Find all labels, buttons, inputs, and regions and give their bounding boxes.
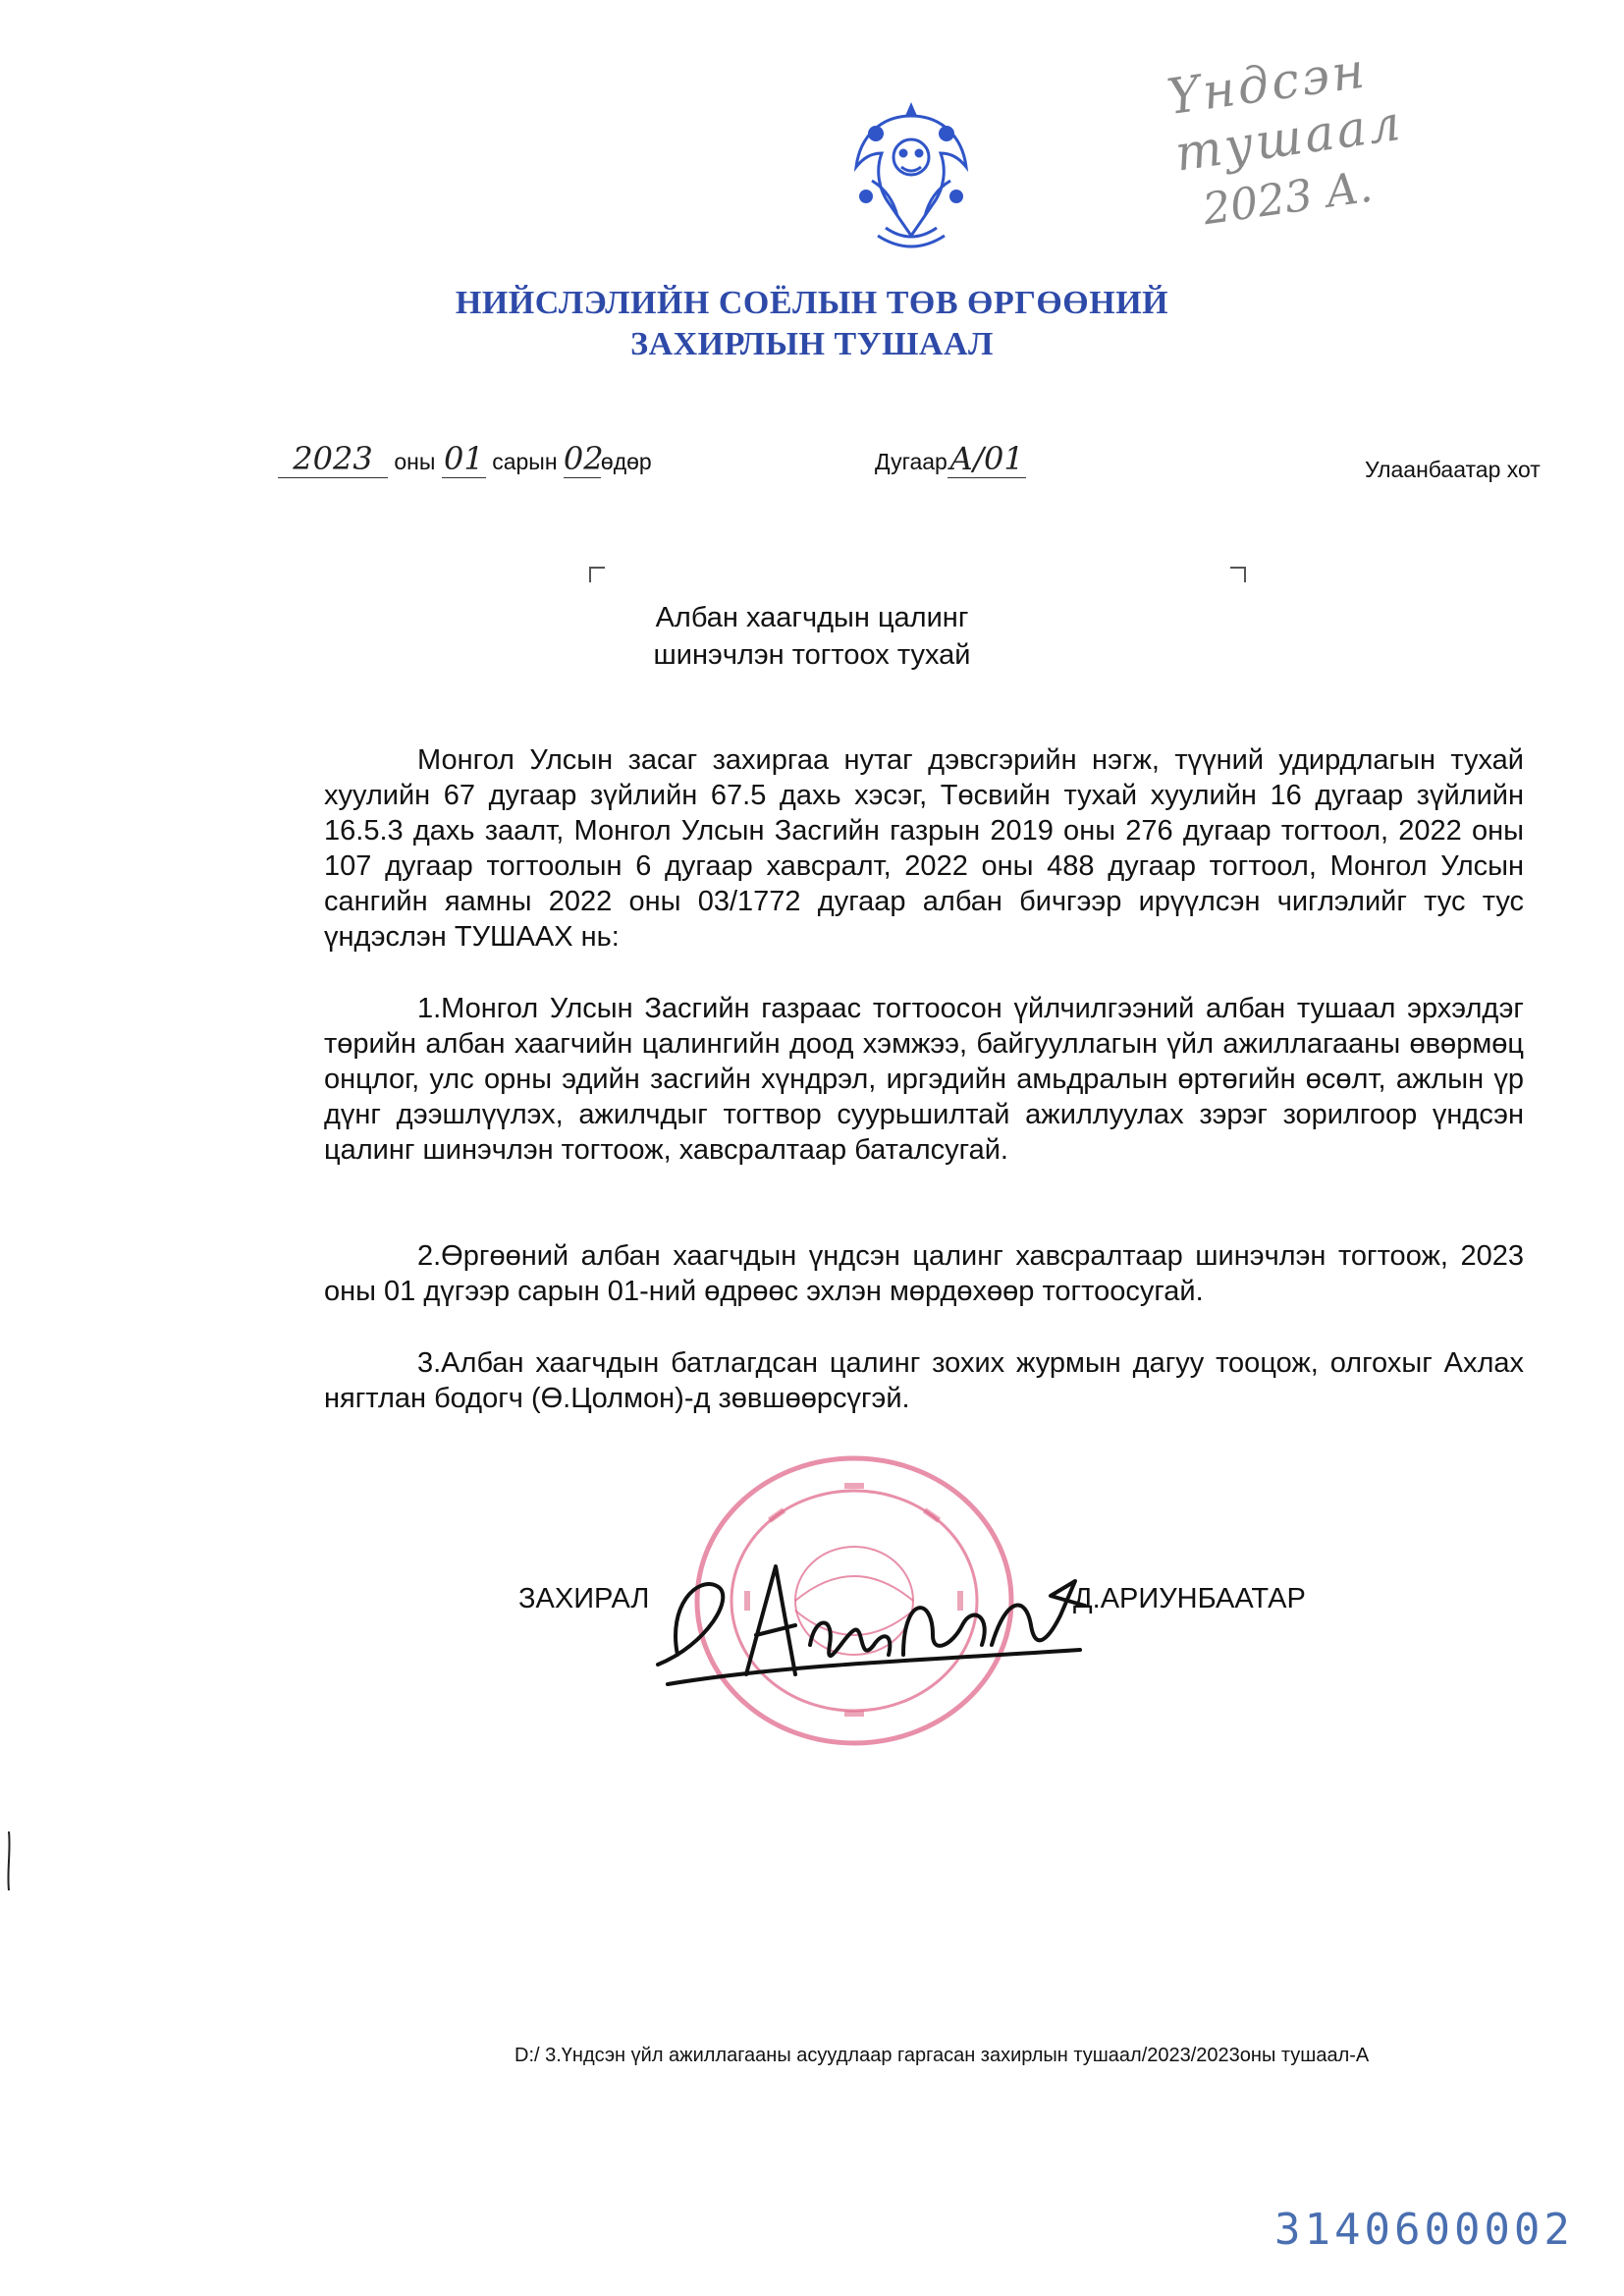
paragraph-item-3-text: 3.Албан хаагчдын батлагдсан цалинг зохих журмын дагуу тооцож, олгохыг Ахлах нягтлан бодогч (Ө.Цолмон)-д зөвшөөрсүгэй. — [324, 1347, 1524, 1414]
paragraph-item-3 — [324, 1345, 1524, 1416]
signatory-title: ЗАХИРАЛ — [518, 1583, 650, 1614]
date-year: 2023 — [278, 440, 388, 478]
date-year-suffix: оны — [394, 449, 436, 474]
footer-file-path: D:/ 3.Үндсэн үйл ажиллагааны асуудлаар гаргасан захирлын тушаал/2023/2023оны тушаал-А — [514, 2045, 1370, 2066]
date-day: 02 — [563, 440, 604, 477]
org-title-line1: НИЙСЛЭЛИЙН СОЁЛЫН ТӨВ ӨРГӨӨНИЙ — [455, 285, 1169, 321]
city: Улаанбаатар хот — [1365, 457, 1541, 482]
handwritten-note-line1: Үндсэн тушаал — [1164, 41, 1407, 183]
corner-mark-right — [1230, 567, 1246, 582]
serial-number: 3140600002 — [1274, 2205, 1574, 2255]
margin-mark — [6, 1831, 12, 1890]
paragraph-item-1-text: 1.Монгол Улсын Засгийн газраас тогтоосон үйлчилгээний албан тушаал эрхэлдэг төрийн албан хаагчийн цалингийн доод хэмжээ, байгууллагын үйл ажиллагааны өвөрмөц онцлог, улс орны эдийн засгийн хүндрэл, иргэдийн амьдралын өртөгийн өсөлт, ажлын үр дүнг дээшлүүлэх, ажилчдыг тогтвор суурьшилтай ажиллуулах зэрэг зорилгоор үндсэн цалинг шинэчлэн тогтоож, хавсралтаар баталсугай. — [324, 993, 1524, 1166]
paragraph-item-1 — [324, 991, 1524, 1168]
date-field — [278, 440, 652, 478]
document-number-value: А/01 — [947, 440, 1026, 478]
corner-mark-left — [589, 567, 605, 582]
subject-line2: шинэчлэн тогтоох тухай — [653, 639, 971, 671]
subject-line1: Албан хаагчдын цалинг — [655, 602, 969, 633]
paragraph-intro — [324, 742, 1524, 955]
emblem-icon — [842, 98, 980, 255]
date-month-suffix: сарын — [492, 449, 558, 474]
handwritten-note — [1164, 11, 1604, 235]
paragraph-item-2-text: 2.Өргөөний албан хаагчдын үндсэн цалинг хавсралтаар шинэчлэн тогтоож, 2023 оны 01 дүгээр сарын 01-ний өдрөөс эхлэн мөрдөхөөр тогтоосугай. — [324, 1240, 1524, 1307]
signatory-name: Д.АРИУНБААТАР — [1073, 1583, 1306, 1614]
document-number-label: Дугаар — [875, 449, 947, 474]
document-number — [875, 440, 1026, 478]
date-month: 01 — [442, 440, 486, 478]
date-day-suffix: өдөр — [600, 449, 652, 474]
handwritten-signature — [638, 1537, 1090, 1694]
handwritten-note-line2: 2023 А. — [1200, 161, 1376, 236]
paragraph-intro-text: Монгол Улсын засаг захиргаа нутаг дэвсгэрийн нэгж, түүний удирдлагын тухай хуулийн 67 дугаар зүйлийн 67.5 дахь хэсэг, Төсвийн тухай хуулийн 16 дугаар зүйлийн 16.5.3 дахь заалт, Монгол Улсын Засгийн газрын 2019 оны 276 дугаар тогтоол, 2022 оны 107 дугаар тогтоолын 6 дугаар хавсралт, 2022 оны 488 дугаар тогтоол, Монгол Улсын сангийн яамны 2022 оны 03/1772 дугаар албан бичгээр ирүүлсэн чиглэлийг тус тус үндэслэн ТУШААХ нь: — [324, 744, 1524, 953]
paragraph-item-2 — [324, 1238, 1524, 1309]
org-title-line2: ЗАХИРЛЫН ТУШААЛ — [630, 326, 994, 362]
subject — [0, 599, 1624, 674]
